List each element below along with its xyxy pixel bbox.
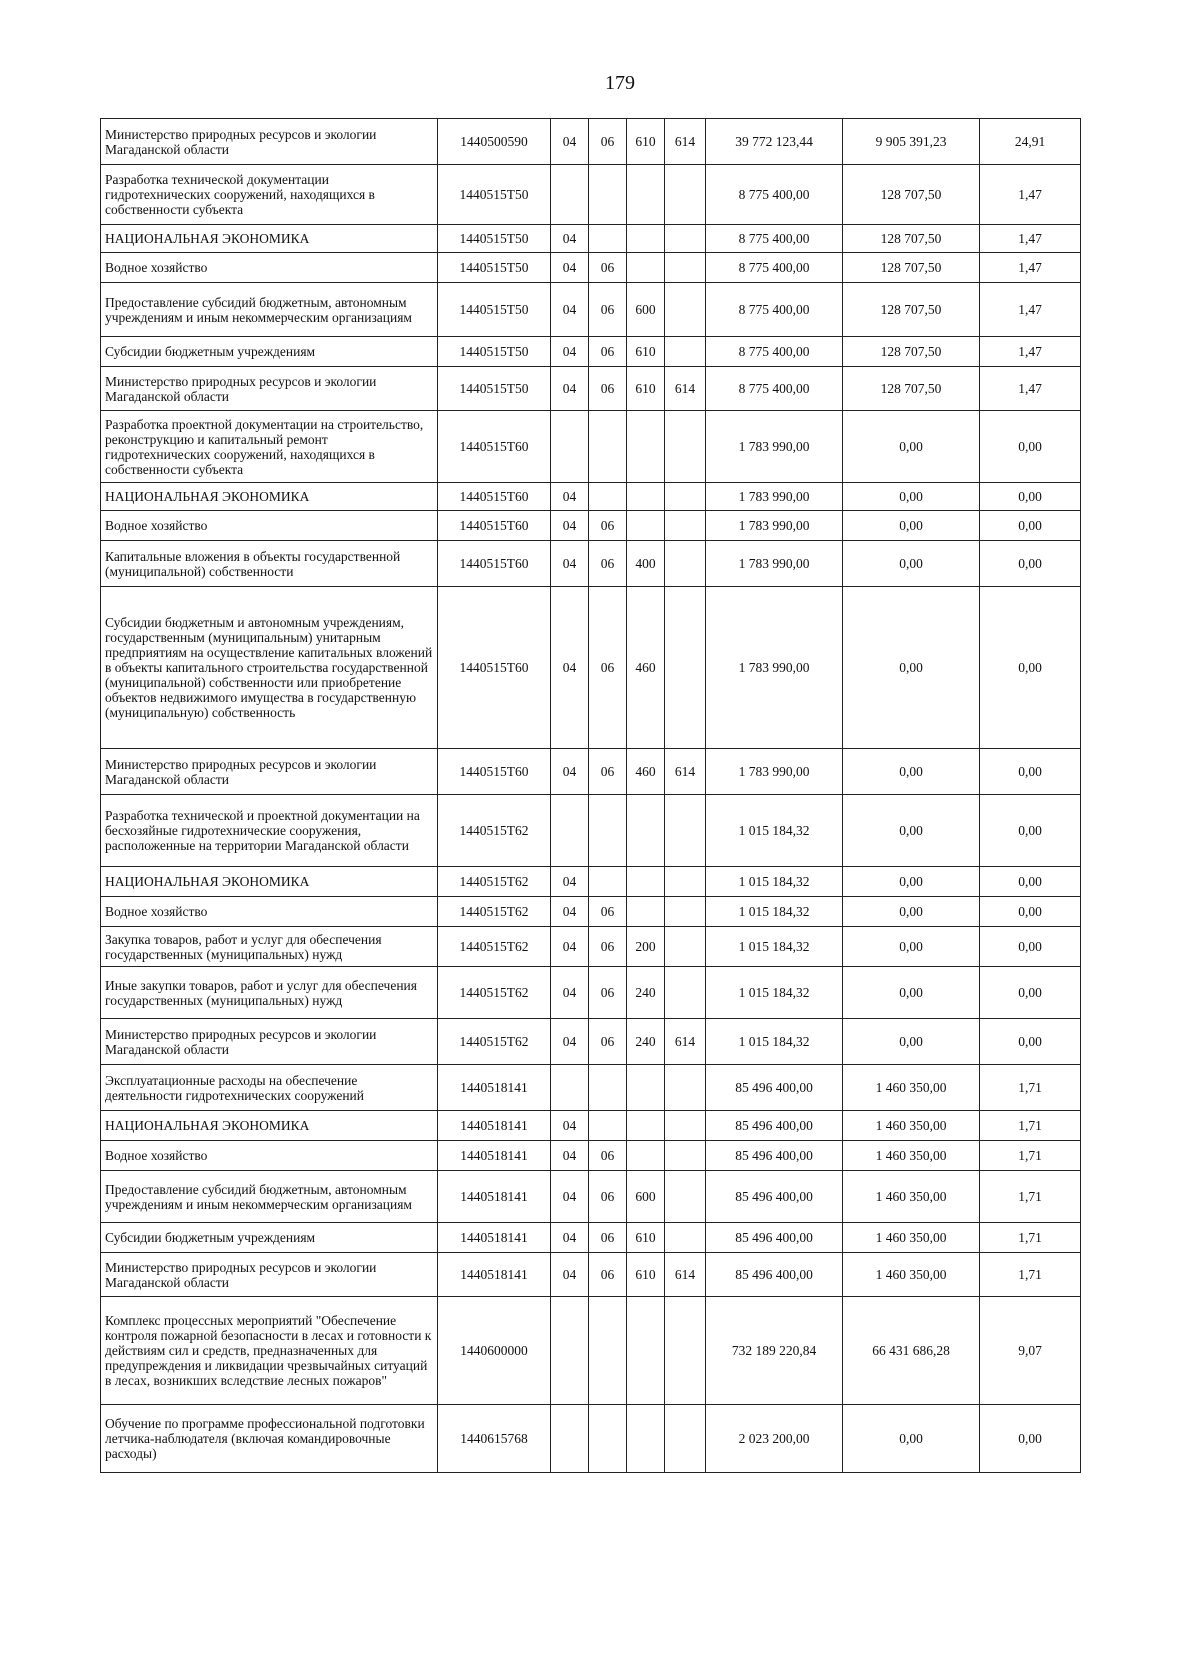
row-plan-amount: 1 783 990,00 [706,541,843,587]
row-section: 04 [551,867,589,897]
row-code: 1440515T62 [438,795,551,867]
row-fact-amount: 128 707,50 [843,283,980,337]
row-code: 1440515T50 [438,337,551,367]
row-percent: 0,00 [980,1019,1081,1065]
row-expense-type: 600 [627,1171,665,1223]
row-plan-amount: 85 496 400,00 [706,1253,843,1297]
row-percent: 0,00 [980,897,1081,927]
row-fact-amount: 1 460 350,00 [843,1111,980,1141]
row-plan-amount: 1 015 184,32 [706,1019,843,1065]
row-percent: 1,47 [980,165,1081,225]
row-code: 1440515T50 [438,283,551,337]
row-percent: 0,00 [980,411,1081,483]
row-subsection: 06 [589,749,627,795]
row-plan-amount: 85 496 400,00 [706,1223,843,1253]
row-vid [665,1141,706,1171]
row-percent: 1,47 [980,283,1081,337]
row-subsection: 06 [589,1019,627,1065]
row-section: 04 [551,541,589,587]
row-plan-amount: 1 783 990,00 [706,749,843,795]
row-section: 04 [551,1223,589,1253]
row-subsection [589,1065,627,1111]
row-fact-amount: 0,00 [843,867,980,897]
row-plan-amount: 1 015 184,32 [706,867,843,897]
row-name: Иные закупки товаров, работ и услуг для обеспечения государственных (муниципальных) нужд [101,967,438,1019]
row-fact-amount: 0,00 [843,483,980,511]
row-section: 04 [551,1111,589,1141]
row-percent: 0,00 [980,749,1081,795]
row-vid [665,1223,706,1253]
row-expense-type: 200 [627,927,665,967]
row-expense-type [627,1405,665,1473]
row-subsection [589,411,627,483]
row-fact-amount: 0,00 [843,541,980,587]
row-vid [665,411,706,483]
row-name: Предоставление субсидий бюджетным, автономным учреждениям и иным некоммерческим организациям [101,1171,438,1223]
row-code: 1440515T50 [438,253,551,283]
row-expense-type: 610 [627,1223,665,1253]
row-subsection: 06 [589,1253,627,1297]
table-row [101,283,1081,337]
row-expense-type [627,511,665,541]
row-percent: 1,71 [980,1065,1081,1111]
row-name: Водное хозяйство [101,1141,438,1171]
row-fact-amount: 66 431 686,28 [843,1297,980,1405]
row-fact-amount: 0,00 [843,411,980,483]
row-code: 1440515T60 [438,587,551,749]
row-name: Разработка проектной документации на строительство, реконструкцию и капитальный ремонт гидротехнических сооружений, находящихся в собственности субъекта [101,411,438,483]
row-fact-amount: 1 460 350,00 [843,1253,980,1297]
row-vid [665,541,706,587]
row-vid: 614 [665,1019,706,1065]
row-percent: 1,71 [980,1141,1081,1171]
row-expense-type [627,483,665,511]
row-vid [665,1405,706,1473]
row-name: Обучение по программе профессиональной подготовки летчика-наблюдателя (включая командировочные расходы) [101,1405,438,1473]
row-section: 04 [551,483,589,511]
row-plan-amount: 85 496 400,00 [706,1111,843,1141]
row-fact-amount: 1 460 350,00 [843,1065,980,1111]
row-expense-type: 610 [627,119,665,165]
row-percent: 24,91 [980,119,1081,165]
row-fact-amount: 128 707,50 [843,253,980,283]
row-plan-amount: 8 775 400,00 [706,337,843,367]
row-vid [665,483,706,511]
row-fact-amount: 0,00 [843,1405,980,1473]
row-subsection: 06 [589,511,627,541]
row-name: Закупка товаров, работ и услуг для обеспечения государственных (муниципальных) нужд [101,927,438,967]
row-fact-amount: 0,00 [843,967,980,1019]
row-expense-type [627,867,665,897]
row-name: Министерство природных ресурсов и экологии Магаданской области [101,1253,438,1297]
page-number: 179 [605,72,635,94]
row-subsection: 06 [589,337,627,367]
table-row [101,1111,1081,1141]
row-percent: 1,47 [980,253,1081,283]
table-row [101,1019,1081,1065]
row-fact-amount: 0,00 [843,1019,980,1065]
row-section: 04 [551,927,589,967]
row-expense-type [627,1297,665,1405]
row-expense-type: 600 [627,283,665,337]
table-row [101,483,1081,511]
row-section: 04 [551,1019,589,1065]
row-code: 1440515T50 [438,367,551,411]
row-fact-amount: 0,00 [843,587,980,749]
row-plan-amount: 8 775 400,00 [706,367,843,411]
row-percent: 0,00 [980,1405,1081,1473]
row-plan-amount: 1 015 184,32 [706,795,843,867]
row-code: 1440515T62 [438,927,551,967]
row-section: 04 [551,367,589,411]
row-code: 1440518141 [438,1223,551,1253]
row-name: Министерство природных ресурсов и экологии Магаданской области [101,1019,438,1065]
row-percent: 0,00 [980,867,1081,897]
row-plan-amount: 1 015 184,32 [706,967,843,1019]
table-row [101,119,1081,165]
row-expense-type [627,411,665,483]
row-expense-type [627,253,665,283]
row-section [551,1405,589,1473]
row-vid [665,897,706,927]
row-subsection: 06 [589,587,627,749]
row-vid [665,165,706,225]
row-subsection [589,867,627,897]
row-section: 04 [551,225,589,253]
row-section: 04 [551,1171,589,1223]
row-expense-type: 610 [627,367,665,411]
row-subsection [589,1297,627,1405]
row-section: 04 [551,967,589,1019]
row-name: Субсидии бюджетным учреждениям [101,337,438,367]
row-code: 1440515T50 [438,165,551,225]
budget-table [100,118,1081,1473]
row-percent: 0,00 [980,483,1081,511]
row-plan-amount: 8 775 400,00 [706,165,843,225]
row-subsection [589,795,627,867]
row-percent: 0,00 [980,511,1081,541]
row-percent: 1,47 [980,337,1081,367]
row-subsection: 06 [589,967,627,1019]
table-row [101,253,1081,283]
table-row [101,927,1081,967]
row-percent: 0,00 [980,587,1081,749]
row-vid [665,927,706,967]
row-expense-type: 400 [627,541,665,587]
row-name: Министерство природных ресурсов и экологии Магаданской области [101,367,438,411]
row-name: НАЦИОНАЛЬНАЯ ЭКОНОМИКА [101,483,438,511]
row-section: 04 [551,337,589,367]
row-vid [665,1111,706,1141]
table-row [101,587,1081,749]
table-row [101,1141,1081,1171]
row-subsection [589,483,627,511]
row-code: 1440515T62 [438,897,551,927]
table-row [101,1297,1081,1405]
row-code: 1440600000 [438,1297,551,1405]
row-expense-type: 460 [627,749,665,795]
row-subsection: 06 [589,1141,627,1171]
table-row [101,165,1081,225]
table-row [101,897,1081,927]
row-fact-amount: 128 707,50 [843,225,980,253]
row-plan-amount: 39 772 123,44 [706,119,843,165]
row-fact-amount: 0,00 [843,927,980,967]
row-fact-amount: 0,00 [843,749,980,795]
row-vid [665,1171,706,1223]
table-row [101,1065,1081,1111]
table-row [101,225,1081,253]
row-section: 04 [551,749,589,795]
table-row [101,1253,1081,1297]
row-plan-amount: 1 783 990,00 [706,587,843,749]
row-fact-amount: 0,00 [843,897,980,927]
table-row [101,511,1081,541]
row-plan-amount: 8 775 400,00 [706,225,843,253]
row-fact-amount: 128 707,50 [843,367,980,411]
row-plan-amount: 732 189 220,84 [706,1297,843,1405]
row-fact-amount: 0,00 [843,795,980,867]
row-percent: 9,07 [980,1297,1081,1405]
table-row [101,541,1081,587]
row-subsection: 06 [589,1223,627,1253]
row-code: 1440515T60 [438,411,551,483]
row-percent: 1,47 [980,367,1081,411]
row-code: 1440518141 [438,1111,551,1141]
row-expense-type [627,225,665,253]
row-vid: 614 [665,749,706,795]
row-code: 1440518141 [438,1141,551,1171]
row-subsection [589,1405,627,1473]
row-expense-type: 460 [627,587,665,749]
row-code: 1440515T60 [438,483,551,511]
row-percent: 1,47 [980,225,1081,253]
row-percent: 0,00 [980,967,1081,1019]
row-plan-amount: 2 023 200,00 [706,1405,843,1473]
table-row [101,337,1081,367]
row-percent: 1,71 [980,1171,1081,1223]
table-row [101,411,1081,483]
row-plan-amount: 1 015 184,32 [706,897,843,927]
row-name: НАЦИОНАЛЬНАЯ ЭКОНОМИКА [101,867,438,897]
row-name: Министерство природных ресурсов и экологии Магаданской области [101,119,438,165]
row-code: 1440615768 [438,1405,551,1473]
row-subsection: 06 [589,897,627,927]
row-name: Эксплуатационные расходы на обеспечение деятельности гидротехнических сооружений [101,1065,438,1111]
row-fact-amount: 128 707,50 [843,165,980,225]
table-row [101,795,1081,867]
table-row [101,1171,1081,1223]
row-expense-type [627,795,665,867]
table-row [101,1405,1081,1473]
row-vid [665,253,706,283]
row-name: Разработка технической и проектной документации на бесхозяйные гидротехнические сооружения, расположенные на территории Магаданской области [101,795,438,867]
row-subsection: 06 [589,367,627,411]
row-percent: 0,00 [980,795,1081,867]
row-name: НАЦИОНАЛЬНАЯ ЭКОНОМИКА [101,1111,438,1141]
row-plan-amount: 85 496 400,00 [706,1065,843,1111]
row-vid [665,867,706,897]
row-fact-amount: 0,00 [843,511,980,541]
row-vid [665,967,706,1019]
row-code: 1440518141 [438,1065,551,1111]
row-code: 1440518141 [438,1253,551,1297]
row-code: 1440515T50 [438,225,551,253]
row-section [551,165,589,225]
row-code: 1440515T60 [438,511,551,541]
row-name: Водное хозяйство [101,511,438,541]
row-expense-type: 610 [627,1253,665,1297]
table-row [101,367,1081,411]
row-section: 04 [551,1141,589,1171]
row-vid: 614 [665,367,706,411]
row-vid [665,225,706,253]
row-expense-type [627,1065,665,1111]
row-percent: 1,71 [980,1253,1081,1297]
row-expense-type [627,165,665,225]
row-percent: 0,00 [980,927,1081,967]
row-vid: 614 [665,119,706,165]
row-plan-amount: 1 783 990,00 [706,483,843,511]
row-section: 04 [551,119,589,165]
row-section [551,795,589,867]
row-section: 04 [551,587,589,749]
row-expense-type [627,1111,665,1141]
row-code: 1440515T60 [438,749,551,795]
table-row [101,1223,1081,1253]
row-vid [665,511,706,541]
row-plan-amount: 8 775 400,00 [706,253,843,283]
row-percent: 0,00 [980,541,1081,587]
row-vid: 614 [665,1253,706,1297]
row-plan-amount: 1 783 990,00 [706,411,843,483]
table-row [101,749,1081,795]
row-expense-type [627,1141,665,1171]
row-fact-amount: 1 460 350,00 [843,1141,980,1171]
row-expense-type [627,897,665,927]
row-vid [665,1297,706,1405]
row-name: Министерство природных ресурсов и экологии Магаданской области [101,749,438,795]
table-row [101,867,1081,897]
row-subsection [589,225,627,253]
row-name: Субсидии бюджетным учреждениям [101,1223,438,1253]
row-section [551,411,589,483]
row-section: 04 [551,253,589,283]
row-name: Предоставление субсидий бюджетным, автономным учреждениям и иным некоммерческим организациям [101,283,438,337]
row-subsection: 06 [589,253,627,283]
row-plan-amount: 85 496 400,00 [706,1171,843,1223]
row-section: 04 [551,1253,589,1297]
row-name: Комплекс процессных мероприятий "Обеспечение контроля пожарной безопасности в лесах и готовности к действиям сил и средств, предназначенных для предупреждения и ликвидации чрезвычайных ситуаций в лесах, возникших вследствие лесных пожаров" [101,1297,438,1405]
row-section [551,1065,589,1111]
row-name: Капитальные вложения в объекты государственной (муниципальной) собственности [101,541,438,587]
row-fact-amount: 128 707,50 [843,337,980,367]
row-percent: 1,71 [980,1223,1081,1253]
row-section: 04 [551,897,589,927]
row-vid [665,337,706,367]
row-plan-amount: 1 015 184,32 [706,927,843,967]
row-name: НАЦИОНАЛЬНАЯ ЭКОНОМИКА [101,225,438,253]
row-plan-amount: 1 783 990,00 [706,511,843,541]
row-vid [665,795,706,867]
row-expense-type: 240 [627,1019,665,1065]
row-code: 1440515T62 [438,867,551,897]
row-subsection: 06 [589,119,627,165]
row-code: 1440515T62 [438,1019,551,1065]
row-section: 04 [551,511,589,541]
row-name: Водное хозяйство [101,253,438,283]
row-section [551,1297,589,1405]
row-vid [665,283,706,337]
row-name: Субсидии бюджетным и автономным учреждениям, государственным (муниципальным) унитарным предприятиям на осуществление капитальных вложений в объекты капитального строительства государственной (муниципальной) собственности или приобретение объектов недвижимого имущества в государственную (муниципальную) собственность [101,587,438,749]
row-subsection: 06 [589,541,627,587]
row-code: 1440500590 [438,119,551,165]
row-code: 1440515T62 [438,967,551,1019]
row-subsection [589,165,627,225]
row-subsection: 06 [589,283,627,337]
row-plan-amount: 8 775 400,00 [706,283,843,337]
row-subsection [589,1111,627,1141]
row-fact-amount: 1 460 350,00 [843,1223,980,1253]
row-name: Водное хозяйство [101,897,438,927]
row-expense-type: 240 [627,967,665,1019]
row-code: 1440518141 [438,1171,551,1223]
row-subsection: 06 [589,927,627,967]
row-plan-amount: 85 496 400,00 [706,1141,843,1171]
row-vid [665,587,706,749]
row-fact-amount: 9 905 391,23 [843,119,980,165]
row-section: 04 [551,283,589,337]
row-name: Разработка технической документации гидротехнических сооружений, находящихся в собственности субъекта [101,165,438,225]
row-vid [665,1065,706,1111]
row-code: 1440515T60 [438,541,551,587]
table-row [101,967,1081,1019]
row-subsection: 06 [589,1171,627,1223]
row-fact-amount: 1 460 350,00 [843,1171,980,1223]
row-expense-type: 610 [627,337,665,367]
row-percent: 1,71 [980,1111,1081,1141]
